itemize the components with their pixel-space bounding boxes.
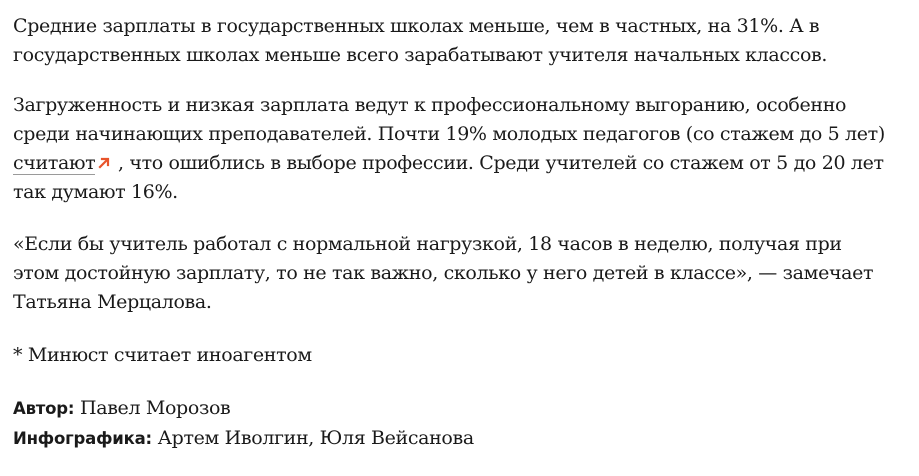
infographics-names: Артем Иволгин, Юля Вейсанова bbox=[151, 427, 474, 449]
article-credits bbox=[13, 394, 893, 454]
paragraph-salaries: Средние зарплаты в государственных школах меньше, чем в частных, на 31%. А в государственных школах меньше всего зарабатывают учителя начальных классов. bbox=[13, 15, 828, 66]
infographics-label: Инфографика: bbox=[13, 429, 152, 448]
source-link[interactable] bbox=[13, 152, 95, 175]
source-link-label: считают bbox=[13, 152, 96, 174]
paragraph-footnote: * Минюст считает иноагентом bbox=[13, 344, 312, 366]
external-link-arrow-icon[interactable] bbox=[98, 149, 110, 161]
author-label: Автор: bbox=[13, 399, 75, 418]
infographics-credit bbox=[13, 424, 893, 454]
paragraph-burnout bbox=[13, 91, 893, 207]
author-credit bbox=[13, 394, 893, 424]
paragraph-burnout-text-start: Загруженность и низкая зарплата ведут к профессиональному выгоранию, особенно среди начинающих преподавателей. Почти 19% молодых педагогов (со стажем до 5 лет) bbox=[13, 94, 885, 145]
paragraph-quote: «Если бы учитель работал с нормальной нагрузкой, 18 часов в неделю, получая при этом достойную зарплату, то не так важно, сколько у него детей в классе», — замечает Татьяна Мерцалова. bbox=[13, 233, 874, 313]
paragraph-burnout-text-end: , что ошиблись в выборе профессии. Среди учителей со стажем от 5 до 20 лет так думают 16%. bbox=[13, 152, 884, 203]
author-name: Павел Морозов bbox=[74, 397, 231, 419]
